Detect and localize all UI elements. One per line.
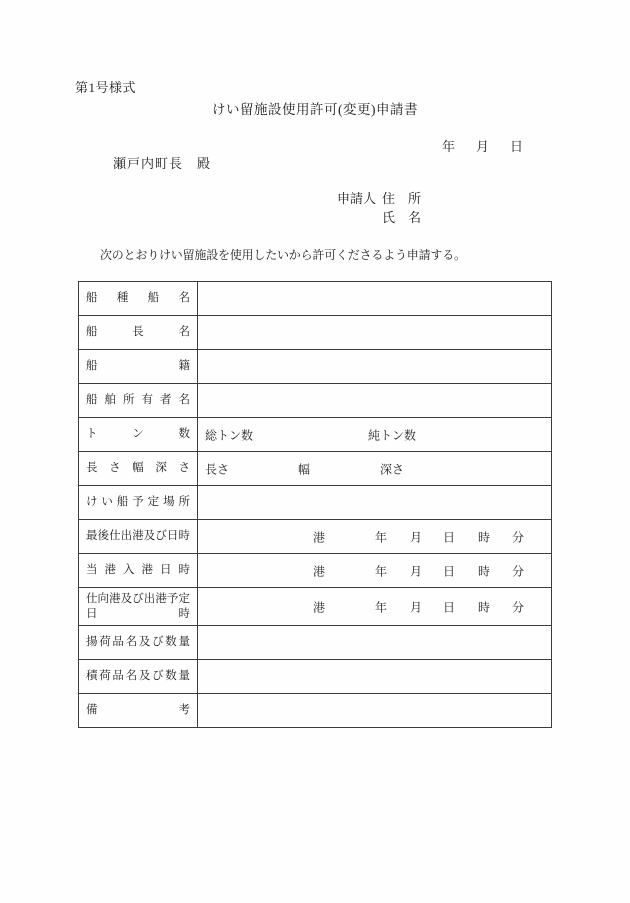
port-label: 港 [313, 600, 326, 614]
date-line [442, 136, 523, 155]
port-label: 港 [313, 564, 326, 578]
row-label: 積荷品名及び数量 [86, 670, 190, 682]
row-label: 長さ幅深さ [86, 462, 190, 474]
row-label: 船舶所有者名 [86, 394, 190, 406]
table-row-ship-owner [79, 384, 551, 418]
hour-label: 時 [478, 564, 491, 578]
date-year-label: 年 [442, 139, 456, 154]
year-label: 年 [375, 530, 388, 544]
row-value-field [198, 316, 551, 349]
minute-label: 分 [512, 564, 525, 578]
day-label: 日 [443, 564, 456, 578]
hour-label: 時 [478, 530, 491, 544]
year-label: 年 [375, 600, 388, 614]
form-number: 第1号様式 [75, 80, 137, 95]
month-label: 月 [410, 530, 423, 544]
table-row-ship-registry [79, 350, 551, 384]
intro-sentence: 次のとおりけい留施設を使用したいから許可くださるよう申請する。 [100, 248, 466, 262]
row-label: 最後仕出港及び日時 [86, 530, 190, 542]
applicant-address-label: 住 所 [382, 191, 422, 206]
table-row-loading-cargo [79, 660, 551, 694]
addressee: 瀬戸内町長 殿 [113, 156, 212, 171]
page-title: けい留施設使用許可(変更)申請書 [212, 102, 418, 117]
table-row-next-port-departure [79, 588, 551, 626]
date-day-label: 日 [510, 139, 524, 154]
row-label: トン数 [86, 428, 190, 440]
table-row-last-departure-port [79, 520, 551, 554]
table-row-tonnage [79, 418, 551, 452]
row-value-field [198, 350, 551, 383]
month-label: 月 [410, 564, 423, 578]
row-value-field [198, 588, 551, 625]
length-label: 長さ [205, 462, 230, 476]
table-row-ship-type-name [79, 282, 551, 316]
width-label: 幅 [298, 462, 311, 476]
row-value-field [198, 554, 551, 587]
hour-label: 時 [478, 600, 491, 614]
day-label: 日 [443, 600, 456, 614]
applicant-label: 申請人 [337, 191, 377, 206]
table-row-unloading-cargo [79, 626, 551, 660]
applicant-fields [382, 192, 421, 225]
table-row-captain-name [79, 316, 551, 350]
depth-label: 深さ [380, 462, 405, 476]
row-value-field [198, 418, 551, 451]
day-label: 日 [443, 530, 456, 544]
gross-tonnage-label: 総トン数 [205, 428, 254, 442]
row-value-field [198, 694, 551, 727]
application-table [78, 281, 552, 728]
row-label: 船籍 [86, 360, 190, 372]
minute-label: 分 [512, 600, 525, 614]
row-label: 船種船名 [86, 292, 190, 304]
row-label: 揚荷品名及び数量 [86, 636, 190, 648]
net-tonnage-label: 純トン数 [368, 428, 417, 442]
row-value-field [198, 626, 551, 659]
table-row-mooring-place [79, 486, 551, 520]
table-row-arrival-datetime [79, 554, 551, 588]
date-month-label: 月 [476, 139, 490, 154]
table-row-remarks [79, 694, 551, 727]
row-label: 仕向港及び出港予定日時 [86, 592, 190, 620]
applicant-block [337, 192, 421, 225]
row-value-field [198, 452, 551, 485]
row-value-field [198, 660, 551, 693]
table-row-dimensions [79, 452, 551, 486]
minute-label: 分 [512, 530, 525, 544]
row-value-field [198, 282, 551, 315]
year-label: 年 [375, 564, 388, 578]
row-label: 備考 [86, 704, 190, 716]
row-label: 船長名 [86, 326, 190, 338]
month-label: 月 [410, 600, 423, 614]
row-value-field [198, 520, 551, 553]
port-label: 港 [313, 530, 326, 544]
row-label: けい船予定場所 [86, 496, 190, 508]
applicant-name-label: 氏 名 [382, 210, 422, 225]
row-value-field [198, 486, 551, 519]
row-label: 当港入港日時 [86, 564, 190, 576]
row-value-field [198, 384, 551, 417]
